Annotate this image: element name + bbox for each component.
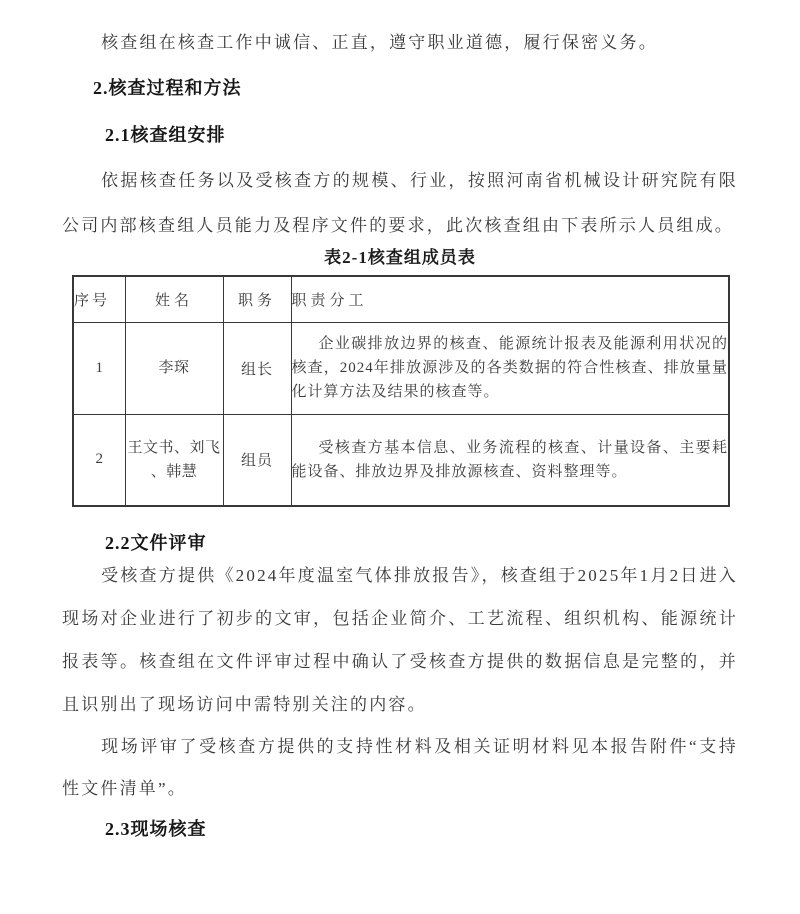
section-heading-2-2: 2.2文件评审 <box>105 533 207 553</box>
paragraph-document-review-1: 受核查方提供《2024年度温室气体排放报告》，核查组于2025年1月2日进入现场对企业进行了初步的文审，包括企业简介、工艺流程、组织机构、能源统计报表等。核查组在文件评审过程中确认了受核查方提供的数据信息是完整的，并且识别出了现场访问中需特别关注的内容。 <box>62 566 738 714</box>
paragraph-document-review-2: 现场评审了受核查方提供的支持性材料及相关证明材料见本报告附件“支持性文件清单”。 <box>62 737 738 798</box>
row1-serial-number: 1 <box>73 322 125 414</box>
table-row <box>73 322 729 414</box>
row1-role: 组长 <box>223 322 291 414</box>
header-serial-number: 序号 <box>73 276 125 322</box>
table-header-row <box>73 276 729 322</box>
table-row <box>73 414 729 506</box>
row1-duties: 企业碳排放边界的核查、能源统计报表及能源利用状况的核查，2024年排放源涉及的各类数据的符合性核查、排放量量化计算方法及结果的核查等。 <box>291 322 729 414</box>
paragraph-team-arrangement: 依据核查任务以及受核查方的规模、行业，按照河南省机械设计研究院有限公司内部核查组人员能力及程序文件的要求，此次核查组由下表所示人员组成。 <box>62 171 738 235</box>
row1-name: 李琛 <box>125 322 223 414</box>
header-role: 职务 <box>223 276 291 322</box>
header-name: 姓名 <box>125 276 223 322</box>
section-heading-2-3: 2.3现场核查 <box>105 819 207 839</box>
section-heading-2-1: 2.1核查组安排 <box>105 125 226 145</box>
row2-name: 王文书、刘飞、韩慧 <box>125 414 223 506</box>
row2-duties: 受核查方基本信息、业务流程的核查、计量设备、主要耗能设备、排放边界及排放源核查、资料整理等。 <box>291 414 729 506</box>
intro-paragraph: 核查组在核查工作中诚信、正直，遵守职业道德，履行保密义务。 <box>101 33 658 52</box>
section-heading-2: 2.核查过程和方法 <box>93 78 242 98</box>
row2-role: 组员 <box>223 414 291 506</box>
table-caption: 表2-1核查组成员表 <box>324 248 476 267</box>
header-duties: 职责分工 <box>291 276 729 322</box>
verification-team-table <box>72 275 730 507</box>
row2-serial-number: 2 <box>73 414 125 506</box>
